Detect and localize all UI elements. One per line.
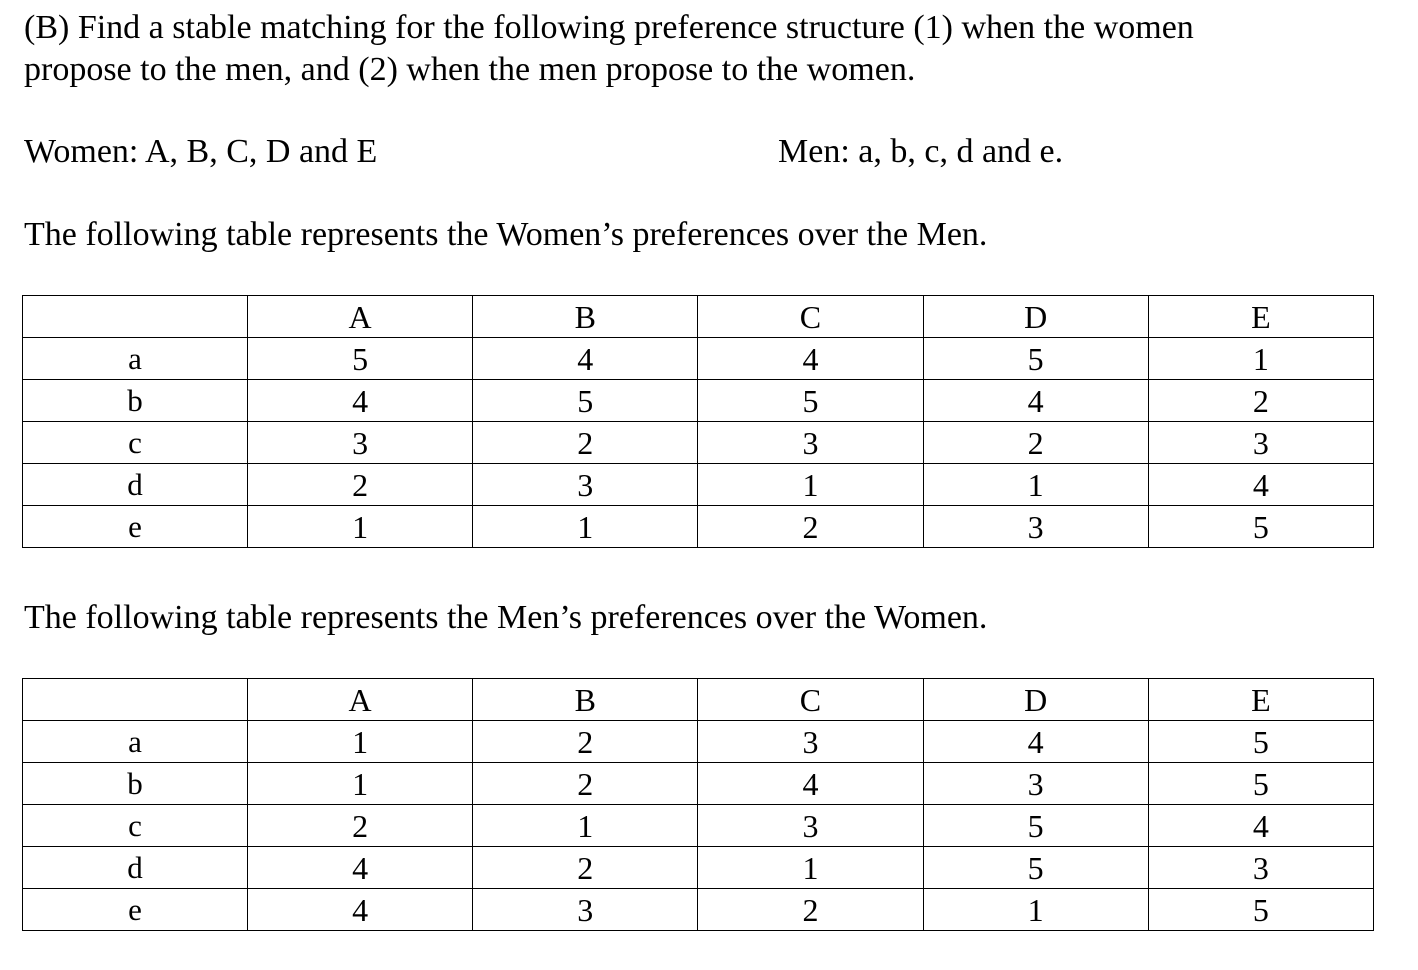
men-table-rank-cell: 2 [473,763,698,805]
women-table-rank-cell: 4 [1148,464,1373,506]
women-table-rank-cell: 4 [923,380,1148,422]
men-table-rank-cell: 2 [473,847,698,889]
women-table-header-cell: C [698,296,923,338]
men-table-row-label: b [23,763,248,805]
men-table-rank-cell: 5 [1148,763,1373,805]
women-table-rank-cell: 5 [248,338,473,380]
men-preferences-table [22,678,1374,931]
women-table-row [23,506,1374,548]
men-table-row [23,763,1374,805]
women-table-rank-cell: 4 [473,338,698,380]
men-table-rank-cell: 2 [248,805,473,847]
women-table-rank-cell: 2 [248,464,473,506]
men-table-rank-cell: 4 [698,763,923,805]
men-list: Men: a, b, c, d and e. [778,133,1064,170]
men-table-rank-cell: 1 [248,721,473,763]
women-table-rank-cell: 3 [923,506,1148,548]
women-table-rank-cell: 3 [1148,422,1373,464]
men-table-row-label: c [23,805,248,847]
women-table-rank-cell: 2 [1148,380,1373,422]
women-table-row-label: d [23,464,248,506]
men-table-row [23,721,1374,763]
men-table-header-cell: C [698,679,923,721]
women-table-rank-cell: 1 [698,464,923,506]
men-table-rank-cell: 5 [923,847,1148,889]
men-table-rank-cell: 5 [1148,889,1373,931]
women-table-corner-cell [23,296,248,338]
men-table-rank-cell: 4 [923,721,1148,763]
men-table-rank-cell: 5 [1148,721,1373,763]
men-table-caption: The following table represents the Men’s preferences over the Women. [24,599,988,636]
women-table-row-label: b [23,380,248,422]
men-table-rank-cell: 3 [698,721,923,763]
men-table-rank-cell: 4 [1148,805,1373,847]
women-list: Women: A, B, C, D and E [24,133,378,170]
women-table-row-label: c [23,422,248,464]
women-table-header-cell: A [248,296,473,338]
women-table-header-row [23,296,1374,338]
men-table-header-cell: D [923,679,1148,721]
women-table-row-label: a [23,338,248,380]
women-table-rank-cell: 5 [1148,506,1373,548]
men-table-rank-cell: 3 [473,889,698,931]
men-table-row [23,805,1374,847]
question-line-2: propose to the men, and (2) when the men propose to the women. [24,51,916,88]
women-table-rank-cell: 4 [248,380,473,422]
women-table-rank-cell: 5 [473,380,698,422]
men-table-header-cell: B [473,679,698,721]
men-table-rank-cell: 2 [473,721,698,763]
women-table-rank-cell: 2 [698,506,923,548]
women-table-rank-cell: 1 [1148,338,1373,380]
men-table-row-label: e [23,889,248,931]
women-table-rank-cell: 2 [473,422,698,464]
men-table-rank-cell: 2 [698,889,923,931]
men-table-rank-cell: 1 [698,847,923,889]
women-table-rank-cell: 3 [698,422,923,464]
men-table-corner-cell [23,679,248,721]
men-table-rank-cell: 3 [923,763,1148,805]
men-table-header-cell: E [1148,679,1373,721]
men-table-rank-cell: 1 [473,805,698,847]
women-table-row [23,380,1374,422]
men-table-row-label: d [23,847,248,889]
women-table-rank-cell: 1 [473,506,698,548]
women-preferences-table [22,295,1374,548]
women-table-rank-cell: 4 [698,338,923,380]
women-table-row [23,422,1374,464]
men-table-rank-cell: 1 [923,889,1148,931]
women-table-caption: The following table represents the Women’s preferences over the Men. [24,216,988,253]
women-table-body [23,296,1374,548]
women-table-rank-cell: 2 [923,422,1148,464]
women-table-row [23,464,1374,506]
women-table-rank-cell: 3 [473,464,698,506]
men-table-rank-cell: 1 [248,763,473,805]
women-table-rank-cell: 1 [248,506,473,548]
men-table-row [23,847,1374,889]
question-line-1: (B) Find a stable matching for the following preference structure (1) when the women [24,9,1194,46]
women-table-rank-cell: 5 [698,380,923,422]
men-table-header-cell: A [248,679,473,721]
women-table-header-cell: B [473,296,698,338]
women-table-header-cell: E [1148,296,1373,338]
women-table-rank-cell: 5 [923,338,1148,380]
men-table-rank-cell: 5 [923,805,1148,847]
men-table-rank-cell: 4 [248,889,473,931]
women-table-row-label: e [23,506,248,548]
women-table-rank-cell: 3 [248,422,473,464]
men-table-header-row [23,679,1374,721]
men-table-row [23,889,1374,931]
men-table-rank-cell: 3 [1148,847,1373,889]
women-table-row [23,338,1374,380]
women-table-rank-cell: 1 [923,464,1148,506]
men-table-rank-cell: 3 [698,805,923,847]
men-table-body [23,679,1374,931]
men-table-rank-cell: 4 [248,847,473,889]
women-table-header-cell: D [923,296,1148,338]
men-table-row-label: a [23,721,248,763]
